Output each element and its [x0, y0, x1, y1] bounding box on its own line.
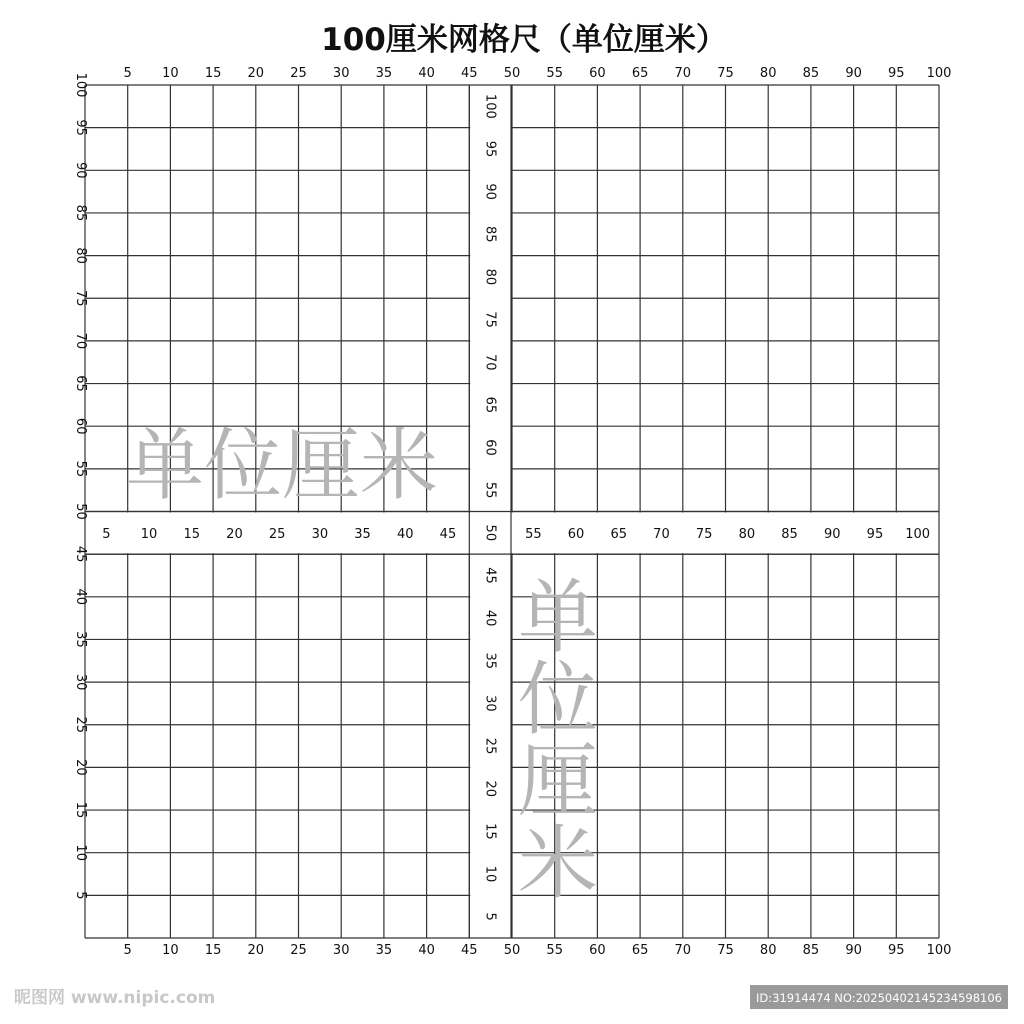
top-tick-label: 100 [926, 66, 952, 81]
left-tick-label: 90 [73, 162, 88, 179]
left-tick-label: 40 [73, 588, 88, 606]
center-h-tick-label: 40 [396, 526, 414, 542]
center-v-tick-label: 35 [482, 652, 498, 670]
unit-watermark-char: 厘 [518, 735, 598, 828]
top-tick-label: 75 [717, 66, 734, 81]
left-tick-label: 50 [73, 503, 88, 520]
unit-watermark-char: 米 [518, 817, 598, 910]
center-v-tick-label: 55 [482, 481, 498, 499]
left-tick-label: 45 [73, 545, 88, 563]
center-h-tick-label: 20 [226, 526, 243, 542]
id-footer [750, 985, 1008, 1009]
bottom-tick-label: 30 [332, 943, 350, 958]
center-v-tick-label: 30 [482, 695, 498, 712]
center-h-tick-label: 70 [653, 526, 670, 542]
bottom-tick-label: 50 [503, 943, 521, 958]
left-tick-label: 20 [73, 759, 88, 776]
center-h-tick-label: 10 [140, 526, 158, 542]
center-h-tick-label: 85 [781, 526, 798, 542]
center-h-tick-label: 55 [525, 526, 542, 542]
center-v-tick-label: 60 [482, 439, 498, 456]
center-v-tick-label: 50 [482, 524, 498, 542]
center-v-tick-label: 75 [482, 311, 498, 328]
center-v-tick-label: 15 [482, 823, 498, 840]
center-v-tick-label: 70 [482, 353, 498, 371]
bottom-tick-label: 75 [717, 943, 734, 958]
unit-watermark-vertical [518, 571, 598, 910]
left-tick-label: 100 [73, 72, 88, 98]
bottom-tick-label: 20 [247, 943, 265, 958]
bottom-tick-label: 100 [926, 943, 952, 958]
page-title: 100厘米网格尺（单位厘米） [321, 22, 727, 58]
left-tick-label: 60 [73, 417, 88, 435]
top-tick-label: 10 [162, 66, 179, 81]
bottom-tick-label: 80 [759, 943, 777, 958]
center-v-tick-label: 90 [482, 183, 498, 200]
top-tick-label: 45 [461, 66, 478, 81]
center-h-tick-label: 75 [695, 526, 713, 542]
bottom-tick-label: 60 [589, 943, 606, 958]
bottom-tick-label: 45 [461, 943, 478, 958]
top-tick-label: 65 [631, 66, 649, 81]
bottom-tick-label: 5 [123, 943, 132, 958]
id-footer-text: ID:31914474 NO:20250402145234598106 [756, 991, 1002, 1005]
left-tick-label: 30 [73, 673, 88, 691]
left-tick-label: 80 [73, 247, 88, 264]
left-tick-label: 70 [73, 332, 88, 350]
center-h-tick-label: 65 [610, 526, 628, 542]
center-h-tick-label: 100 [905, 526, 931, 542]
center-v-tick-label: 5 [482, 912, 498, 921]
top-tick-label: 80 [759, 66, 777, 81]
center-h-tick-label: 60 [567, 526, 585, 542]
left-tick-label: 55 [73, 460, 88, 478]
left-tick-label: 25 [73, 716, 88, 734]
bottom-tick-label: 65 [631, 943, 649, 958]
center-h-tick-label: 45 [439, 526, 457, 542]
left-tick-label: 15 [73, 801, 88, 819]
top-tick-label: 50 [503, 66, 521, 81]
top-tick-label: 35 [375, 66, 393, 81]
center-v-tick-label: 10 [482, 865, 498, 883]
left-tick-label: 75 [73, 289, 88, 307]
top-tick-label: 5 [123, 66, 132, 81]
unit-watermark-char: 单 [518, 571, 598, 664]
top-tick-label: 25 [290, 66, 307, 81]
top-tick-label: 20 [247, 66, 265, 81]
top-tick-label: 90 [845, 66, 862, 81]
bottom-tick-label: 85 [802, 943, 820, 958]
left-tick-label: 95 [73, 119, 88, 136]
center-v-tick-label: 45 [482, 567, 498, 584]
unit-watermark-char: 位 [518, 653, 598, 746]
top-tick-label: 40 [418, 66, 435, 81]
bottom-tick-label: 15 [204, 943, 222, 958]
center-v-tick-label: 80 [482, 268, 498, 286]
bottom-tick-label: 40 [418, 943, 435, 958]
center-v-tick-label: 25 [482, 737, 498, 755]
center-v-tick-label: 95 [482, 140, 498, 158]
center-v-tick-label: 40 [482, 609, 498, 627]
top-tick-label: 70 [674, 66, 692, 81]
bottom-tick-label: 10 [162, 943, 179, 958]
center-v-tick-label: 85 [482, 226, 498, 243]
center-horizontal-band [86, 513, 938, 554]
center-h-tick-label: 80 [738, 526, 756, 542]
bottom-tick-label: 70 [674, 943, 692, 958]
center-h-tick-label: 95 [866, 526, 884, 542]
top-tick-label: 95 [888, 66, 905, 81]
center-h-tick-label: 15 [183, 526, 201, 542]
center-h-tick-label: 30 [311, 526, 329, 542]
center-v-tick-label: 100 [482, 93, 498, 119]
left-tick-label: 35 [73, 631, 88, 648]
top-tick-label: 60 [589, 66, 606, 81]
top-tick-label: 15 [204, 66, 222, 81]
center-h-tick-label: 90 [823, 526, 841, 542]
top-tick-label: 30 [332, 66, 350, 81]
site-logo-text: 昵图网 www.nipic.com [14, 988, 216, 1008]
top-tick-label: 85 [802, 66, 820, 81]
bottom-tick-label: 95 [888, 943, 905, 958]
center-h-tick-label: 5 [102, 526, 111, 542]
bottom-tick-label: 35 [375, 943, 393, 958]
center-v-tick-label: 20 [482, 780, 498, 797]
bottom-tick-label: 25 [290, 943, 307, 958]
center-v-tick-label: 65 [482, 396, 498, 414]
bottom-tick-label: 90 [845, 943, 862, 958]
site-logo [14, 988, 215, 1008]
center-h-tick-label: 25 [268, 526, 286, 542]
top-tick-label: 55 [546, 66, 563, 81]
center-h-tick-label: 35 [354, 526, 371, 542]
bottom-tick-label: 55 [546, 943, 563, 958]
left-tick-label: 85 [73, 204, 88, 222]
left-tick-label: 10 [73, 844, 88, 861]
left-tick-label: 65 [73, 375, 88, 392]
left-tick-label: 5 [73, 891, 88, 900]
unit-watermark-horizontal: 单位厘米 [125, 421, 439, 511]
